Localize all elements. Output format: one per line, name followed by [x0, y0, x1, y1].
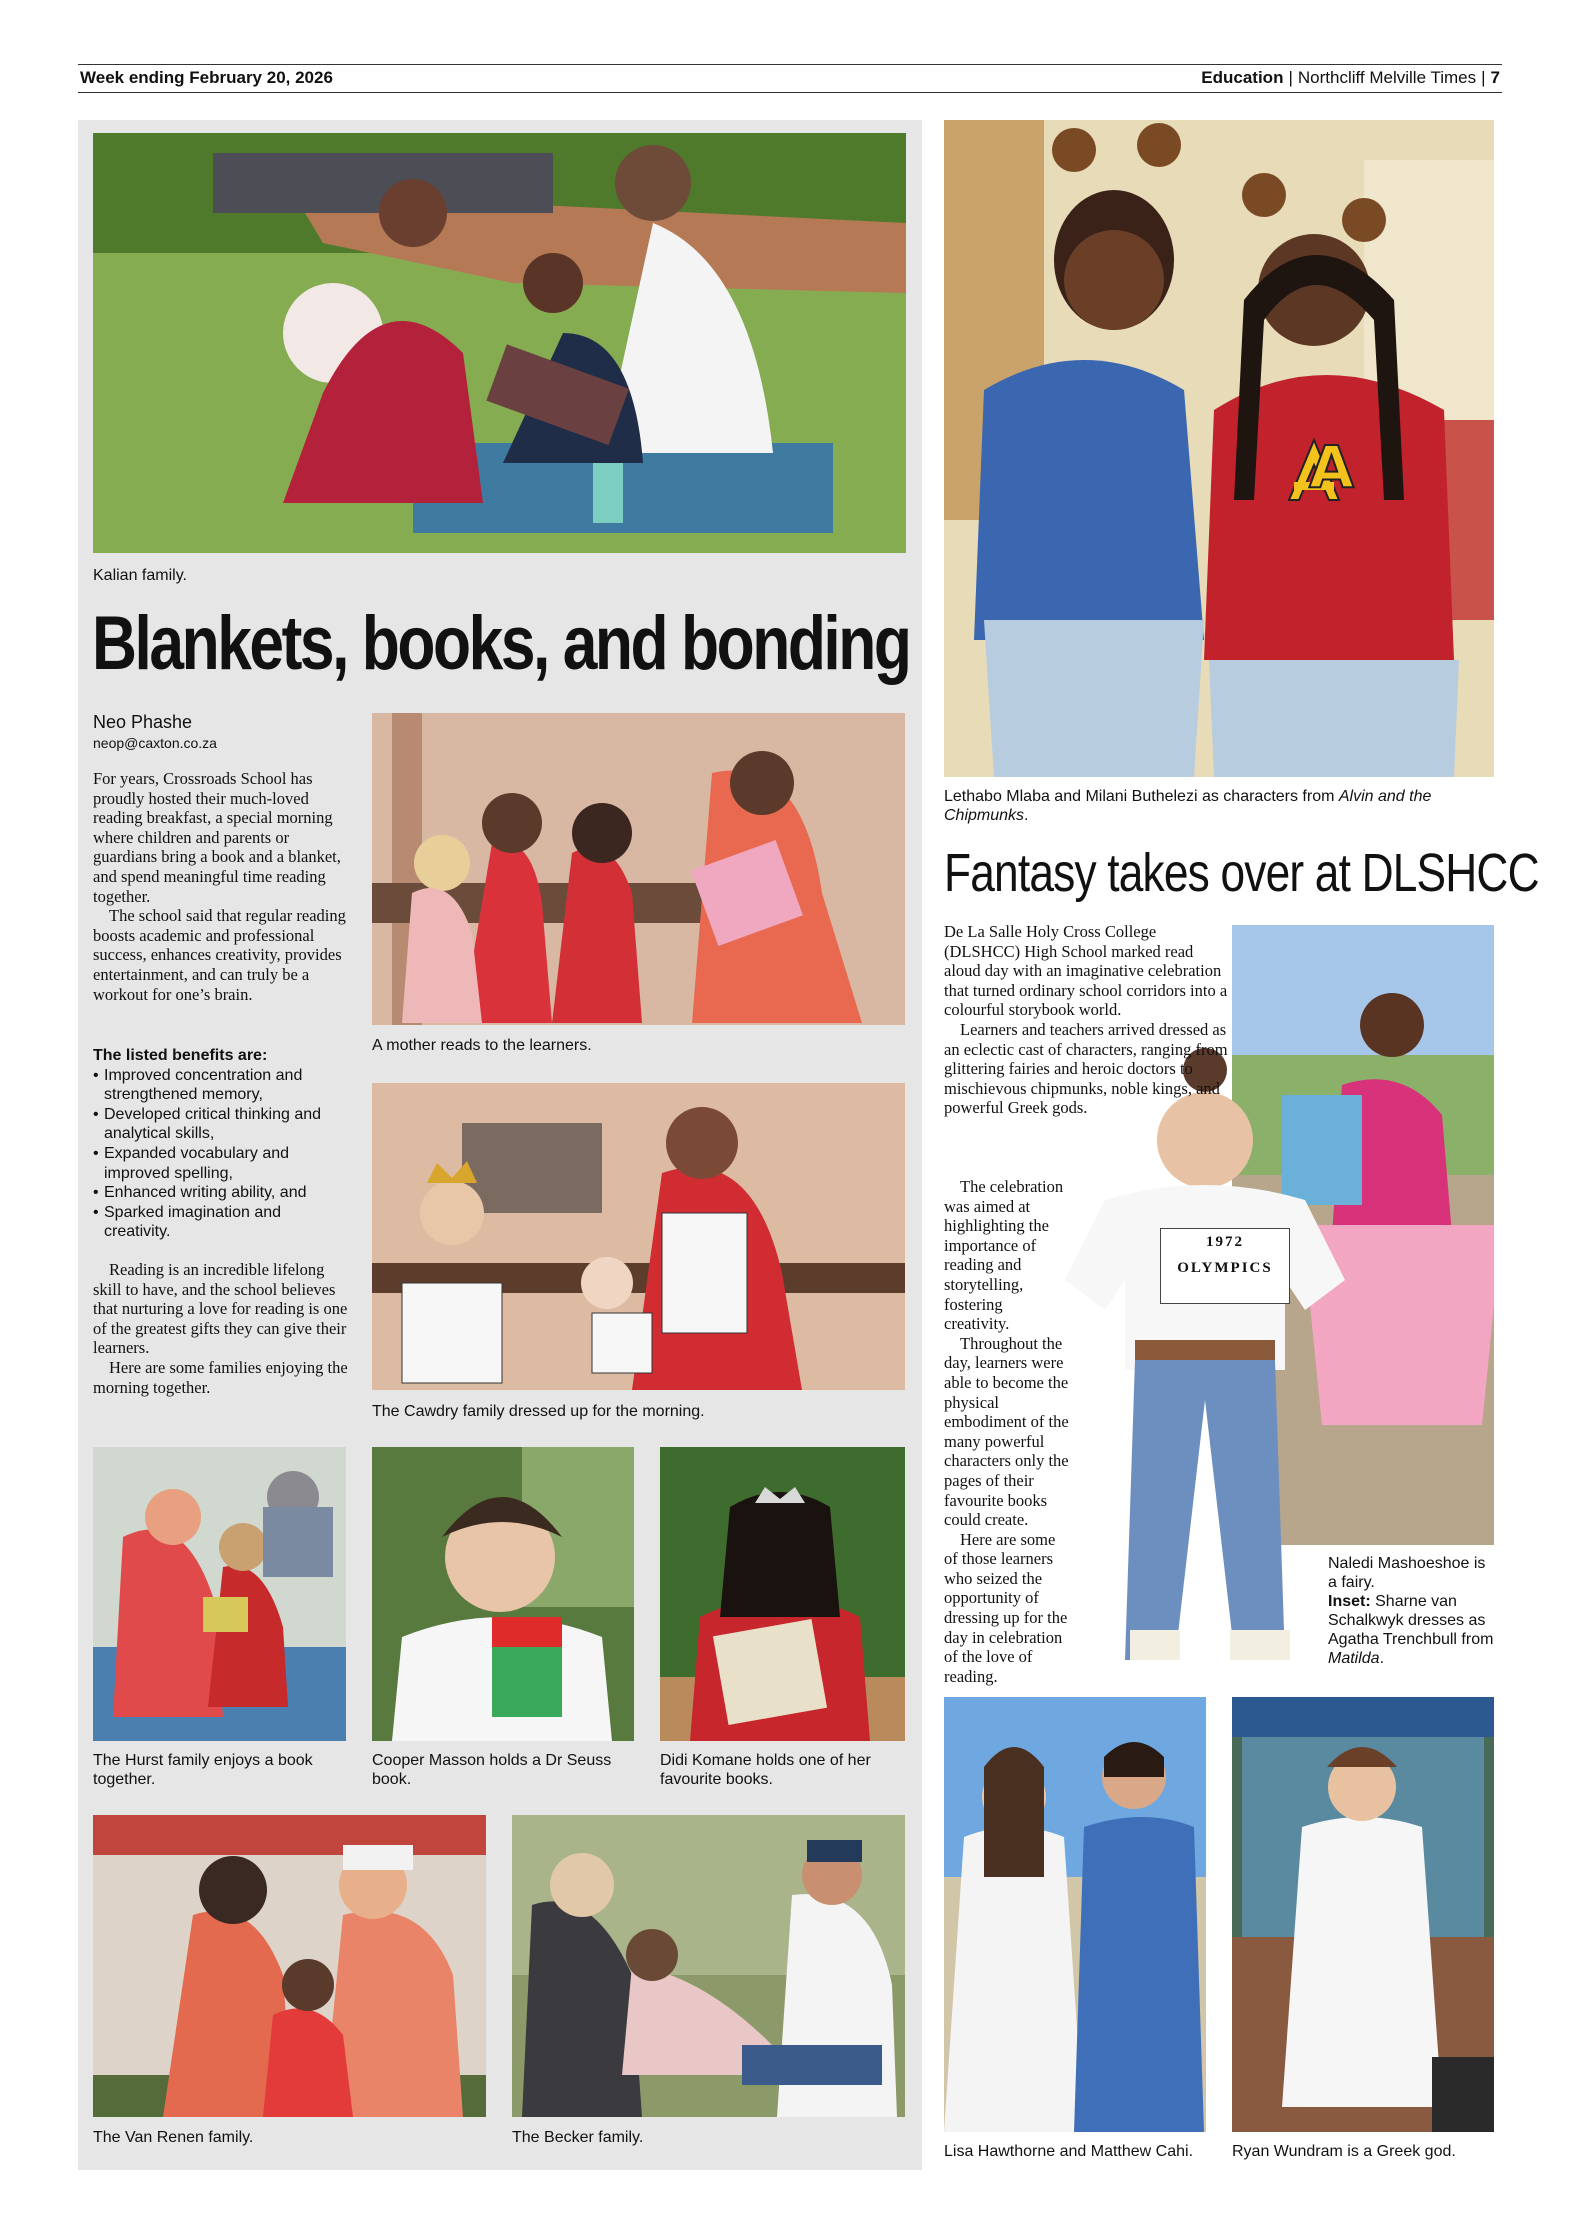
left-body-closing: [93, 1260, 348, 1397]
caption-chipmunks: [944, 787, 1494, 825]
byline-email: neop@caxton.co.za: [93, 735, 217, 751]
costume-letter-a: A: [1309, 433, 1354, 501]
left-body-intro: [93, 769, 348, 1004]
caption-title: Alvin and the Chipmunks: [944, 788, 1432, 824]
section-header: Education | Northcliff Melville Times | 7: [1201, 68, 1500, 87]
section-name: Education: [1201, 68, 1284, 87]
tshirt-text: 1972: [1206, 1234, 1244, 1250]
caption-ryan: Ryan Wundram is a Greek god.: [1232, 2143, 1456, 2160]
caption-title: Matilda: [1328, 1650, 1380, 1667]
right-body: [944, 922, 1232, 1118]
photo-ryan-wundram: [1232, 1697, 1494, 2132]
tshirt-text: OLYMPICS: [1177, 1260, 1273, 1276]
list-item: • Enhanced writing ability, and: [93, 1183, 343, 1203]
photo-lisa-matthew: [944, 1697, 1206, 2132]
photo-van-renen-family: [93, 1815, 486, 2117]
caption-kalian: Kalian family.: [93, 567, 187, 584]
page-number: 7: [1490, 68, 1500, 87]
paragraph: De La Salle Holy Cross College (DLSHCC) High School marked read aloud day with an imaginative celebration that turned ordinary school corridors into a colourful storybook world.: [944, 922, 1228, 1020]
photo-cawdry-family: [372, 1083, 905, 1390]
paper-name: Northcliff Melville Times: [1297, 68, 1477, 87]
photo-kalian-family: [93, 133, 906, 553]
photo-cooper-masson: [372, 1447, 634, 1741]
paragraph: Learners and teachers arrived dressed as an eclectic cast of characters, ranging from glittering fairies and heroic doctors to mischievous chipmunks, noble kings, and powerful Greek gods.: [944, 1019, 1228, 1118]
paragraph: Here are some of those learners who seized the opportunity of dressing up for the day in celebration of the love of reading.: [944, 1529, 1068, 1686]
photo-becker-family: [512, 1815, 905, 2117]
list-item: • Improved concentration and strengthened memory,: [93, 1066, 343, 1105]
list-item: • Sparked imagination and creativity.: [93, 1203, 343, 1242]
caption-hurst: The Hurst family enjoys a book together.: [93, 1752, 313, 1788]
caption-cawdry: The Cawdry family dressed up for the morning.: [372, 1403, 705, 1420]
photo-hurst-family: [93, 1447, 346, 1741]
paragraph: The celebration was aimed at highlighting the importance of reading and storytelling, fostering creativity.: [944, 1177, 1064, 1334]
right-body-narrow: [944, 1177, 1072, 1686]
list-item: • Developed critical thinking and analytical skills,: [93, 1105, 343, 1144]
caption-inset-label: Inset:: [1328, 1593, 1371, 1610]
caption-lisa-matthew: Lisa Hawthorne and Matthew Cahi.: [944, 2143, 1194, 2160]
caption-mother: A mother reads to the learners.: [372, 1037, 592, 1054]
main-headline: Blankets, books, and bonding: [92, 601, 910, 686]
tshirt-sign: [1160, 1228, 1290, 1304]
paragraph: Here are some families enjoying the morning together.: [93, 1357, 348, 1397]
issue-date: Week ending February 20, 2026: [80, 68, 333, 87]
caption-text: Naledi Mashoeshoe is a fairy.: [1328, 1555, 1486, 1591]
photo-chipmunks-characters: [944, 120, 1494, 777]
paragraph: For years, Crossroads School has proudly hosted their much-loved reading breakfast, a special morning where children and parents or guardians bring a book and a blanket, and spend meaningful time reading together.: [93, 769, 341, 906]
secondary-headline: Fantasy takes over at DLSHCC: [944, 843, 1539, 903]
photo-mother-reads: [372, 713, 905, 1025]
benefits-heading: The listed benefits are:: [93, 1047, 268, 1064]
byline-author: Neo Phashe: [93, 712, 193, 732]
caption-text: .: [1024, 807, 1029, 824]
caption-text: Lethabo Mlaba and Milani Buthelezi as characters from: [944, 788, 1339, 805]
benefits-list: [93, 1046, 343, 1242]
paragraph: Reading is an incredible lifelong skill to have, and the school believes that nurturing a love for reading is one of the greatest gifts they can give their learners.: [93, 1260, 348, 1358]
header-rule-bottom: [78, 92, 1502, 93]
caption-fairy: [1328, 1554, 1498, 1668]
paragraph: The school said that regular reading boosts academic and professional success, enhances creativity, provides entertainment, and can truly be a workout for one’s brain.: [93, 906, 346, 1004]
caption-didi: Didi Komane holds one of her favourite books.: [660, 1752, 871, 1788]
paragraph: Throughout the day, learners were able to become the physical embodiment of the many powerful characters only the pages of their favourite books could create.: [944, 1333, 1069, 1530]
header-rule-top: [78, 64, 1502, 65]
list-item: • Expanded vocabulary and improved spelling,: [93, 1144, 343, 1183]
caption-becker: The Becker family.: [512, 2129, 644, 2146]
caption-text: .: [1379, 1650, 1385, 1667]
caption-cooper: Cooper Masson holds a Dr Seuss book.: [372, 1752, 612, 1788]
caption-van-renen: The Van Renen family.: [93, 2129, 254, 2146]
photo-didi-komane: [660, 1447, 905, 1741]
caption-text: Sharne van Schalkwyk dresses as Agatha Trenchbull from: [1328, 1593, 1494, 1648]
